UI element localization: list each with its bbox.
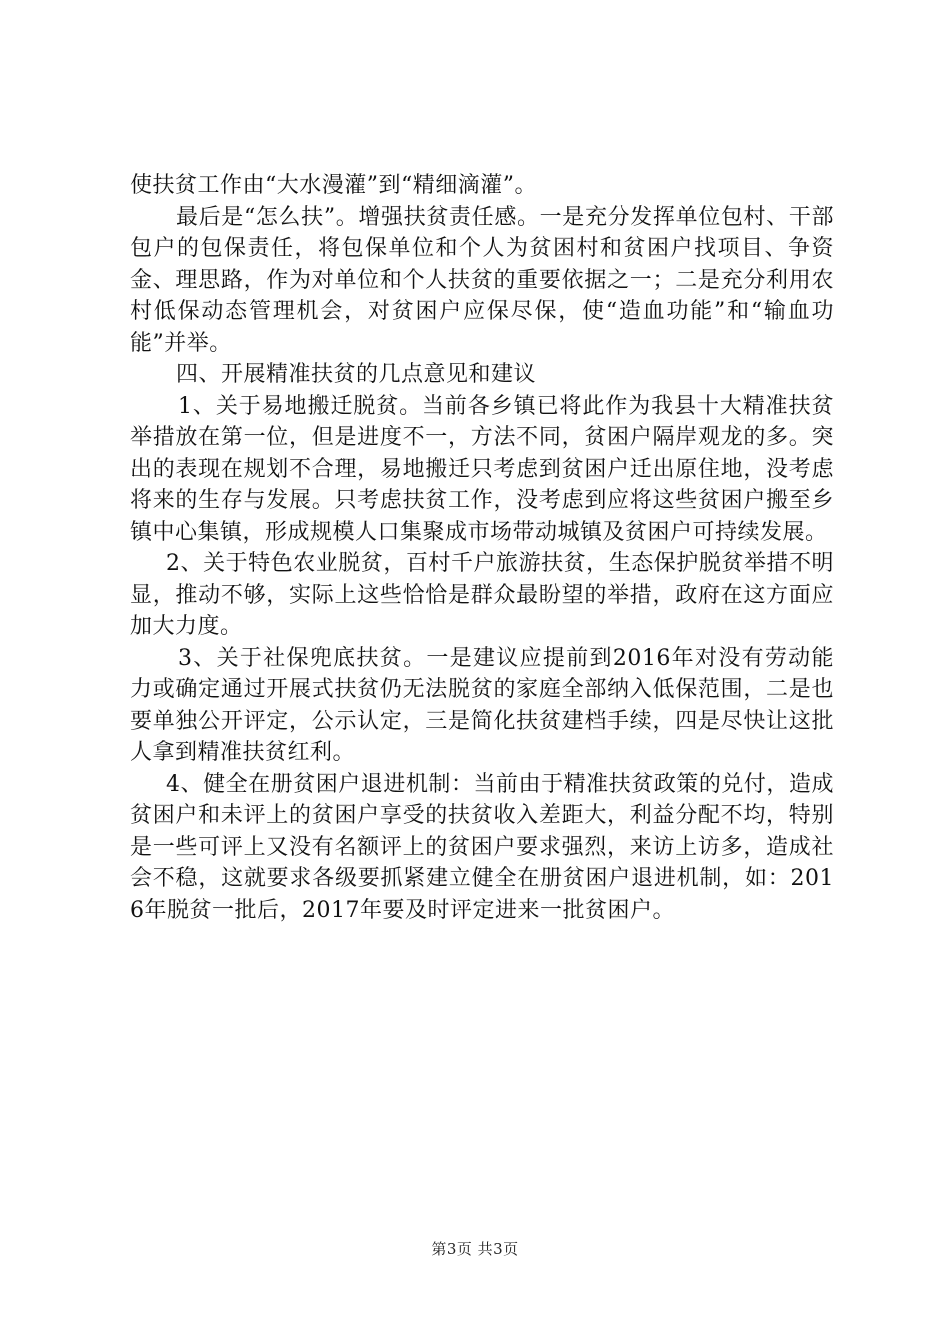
paragraph-how-to-help: 最后是“怎么扶”。增强扶贫责任感。一是充分发挥单位包村、干部包户的包保责任，将包保单位和个人为贫困村和贫困户找项目、争资金、理思路，作为对单位和个人扶贫的重要依据之一；二是充分利用农村低保动态管理机会，对贫困户应保尽保，使“造血功能”和“输血功能”并举。: [130, 204, 834, 356]
paragraph-suggestion-3: 3、关于社保兜底扶贫。一是建议应提前到2016年对没有劳动能力或确定通过开展式扶贫仍无法脱贫的家庭全部纳入低保范围，二是也要单独公开评定，公示认定，三是简化扶贫建档手续，四是尽快让这批人拿到精准扶贫红利。: [130, 645, 834, 765]
document-body: [130, 170, 834, 926]
paragraph-suggestion-4: 4、健全在册贫困户退进机制：当前由于精准扶贫政策的兑付，造成贫困户和未评上的贫困户享受的扶贫收入差距大，利益分配不均，特别是一些可评上又没有名额评上的贫困户要求强烈，来访上访多，造成社会不稳，这就要求各级要抓紧建立健全在册贫困户退进机制，如：2016年脱贫一批后，2017年要及时评定进来一批贫困户。: [130, 771, 834, 923]
section-heading-suggestions: 四、开展精准扶贫的几点意见和建议: [176, 362, 537, 387]
paragraph-suggestion-1: 1、关于易地搬迁脱贫。当前各乡镇已将此作为我县十大精准扶贫举措放在第一位，但是进度不一，方法不同，贫困户隔岸观龙的多。突出的表现在规划不合理，易地搬迁只考虑到贫困户迁出原住地，没考虑将来的生存与发展。只考虑扶贫工作，没考虑到应将这些贫困户搬至乡镇中心集镇，形成规模人口集聚成市场带动城镇及贫困户可持续发展。: [130, 393, 834, 545]
paragraph-continuation: 使扶贫工作由“大水漫灌”到“精细滴灌”。: [130, 173, 537, 198]
paragraph-suggestion-2: 2、关于特色农业脱贫，百村千户旅游扶贫，生态保护脱贫举措不明显，推动不够，实际上这些恰恰是群众最盼望的举措，政府在这方面应加大力度。: [130, 551, 834, 639]
page-number-label: 第3页 共3页: [431, 1240, 519, 1258]
page-footer: [0, 1238, 950, 1259]
